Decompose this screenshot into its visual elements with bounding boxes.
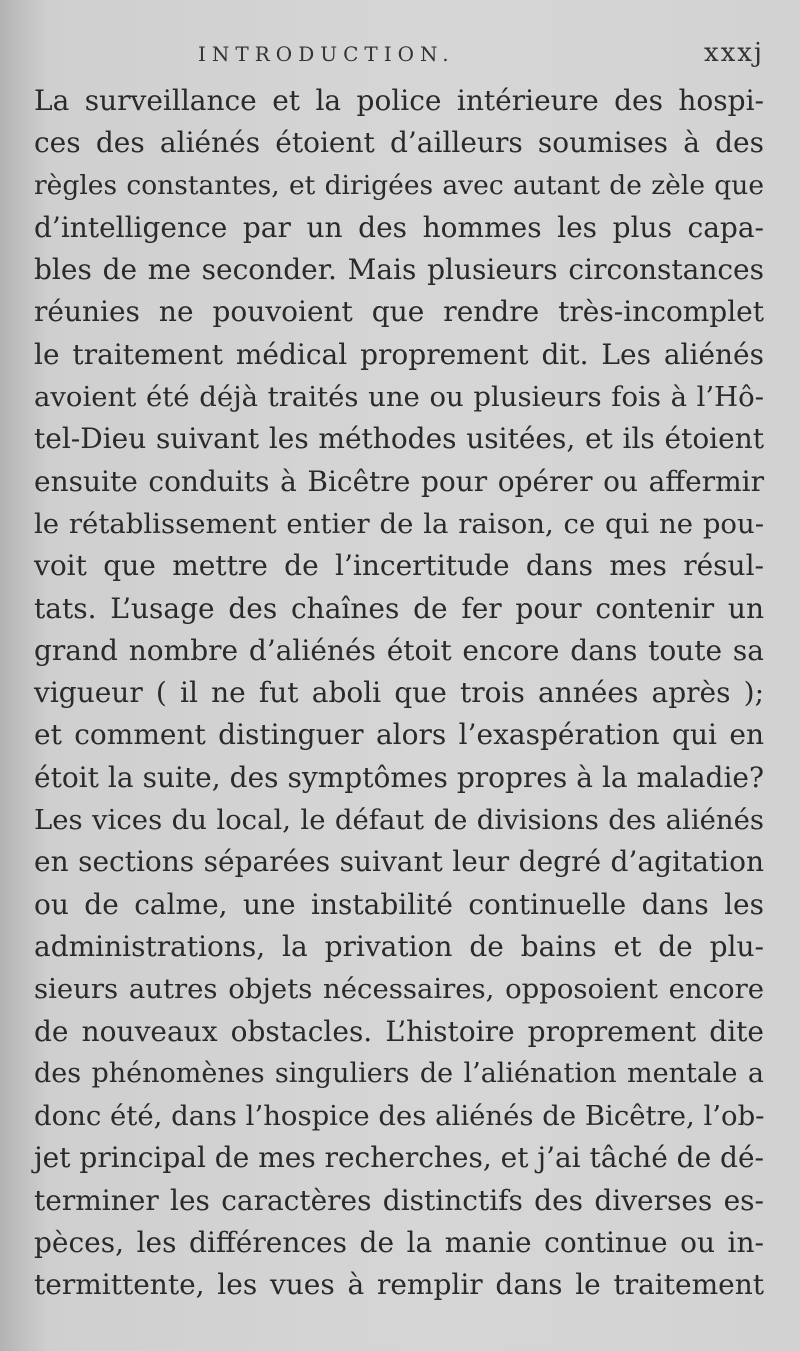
text-line: ces des aliénés étoient d’ailleurs soumises à des <box>34 126 764 160</box>
text-line: étoit la suite, des symptômes propres à la maladie? <box>34 760 764 794</box>
text-line: ensuite conduits à Bicêtre pour opérer ou affermir <box>34 464 764 498</box>
text-line: des phénomènes singuliers de l’aliénation mentale a <box>34 1057 764 1089</box>
running-head <box>0 38 800 78</box>
text-line: Les vices du local, le défaut de divisions des aliénés <box>34 804 764 837</box>
text-line: d’intelligence par un des hommes les plus capa- <box>34 210 764 244</box>
text-line: en sections séparées suivant leur degré d’agitation <box>34 845 764 879</box>
text-line: et comment distinguer alors l’exaspération qui en <box>34 718 764 752</box>
text-line: tel-Dieu suivant les méthodes usitées, et ils étoient <box>34 422 764 456</box>
text-line: bles de me seconder. Mais plusieurs circonstances <box>34 253 764 287</box>
text-line: terminer les caractères distinctifs des diverses es- <box>34 1183 764 1217</box>
text-line: sieurs autres objets nécessaires, opposoient encore <box>34 973 764 1006</box>
text-line: donc été, dans l’hospice des aliénés de Bicêtre, l’ob- <box>34 1100 765 1133</box>
text-line: ou de calme, une instabilité continuelle dans les <box>34 887 764 921</box>
text-line: jet principal de mes recherches, et j’ai tâché de dé- <box>34 1141 765 1175</box>
text-line: administrations, la privation de bains et de plu- <box>34 929 764 963</box>
text-line: avoient été déjà traités une ou plusieurs fois à l’Hô- <box>34 381 764 414</box>
text-line: le rétablissement entier de la raison, ce qui ne pou- <box>34 507 764 540</box>
text-line: grand nombre d’aliénés étoit encore dans toute sa <box>34 633 764 667</box>
text-line: La surveillance et la police intérieure des hospi- <box>34 84 764 117</box>
text-line: de nouveaux obstacles. L’histoire proprement dite <box>34 1014 764 1048</box>
running-title: INTRODUCTION. <box>198 42 455 66</box>
text-line: règles constantes, et dirigées avec autant de zèle que <box>34 169 764 201</box>
body-text <box>34 80 764 1307</box>
text-line: vigueur ( il ne fut aboli que trois années après ); <box>34 676 764 710</box>
text-line: réunies ne pouvoient que rendre très-incomplet <box>34 295 764 329</box>
text-line: pèces, les différences de la manie continue ou in- <box>34 1226 764 1260</box>
text-line: le traitement médical proprement dit. Les aliénés <box>34 337 764 371</box>
page-number: xxxj <box>703 38 764 68</box>
text-line: termittente, les vues à remplir dans le traitement <box>34 1268 764 1302</box>
text-line: tats. L’usage des chaînes de fer pour contenir un <box>34 591 764 625</box>
text-line: voit que mettre de l’incertitude dans mes résul- <box>34 549 764 583</box>
